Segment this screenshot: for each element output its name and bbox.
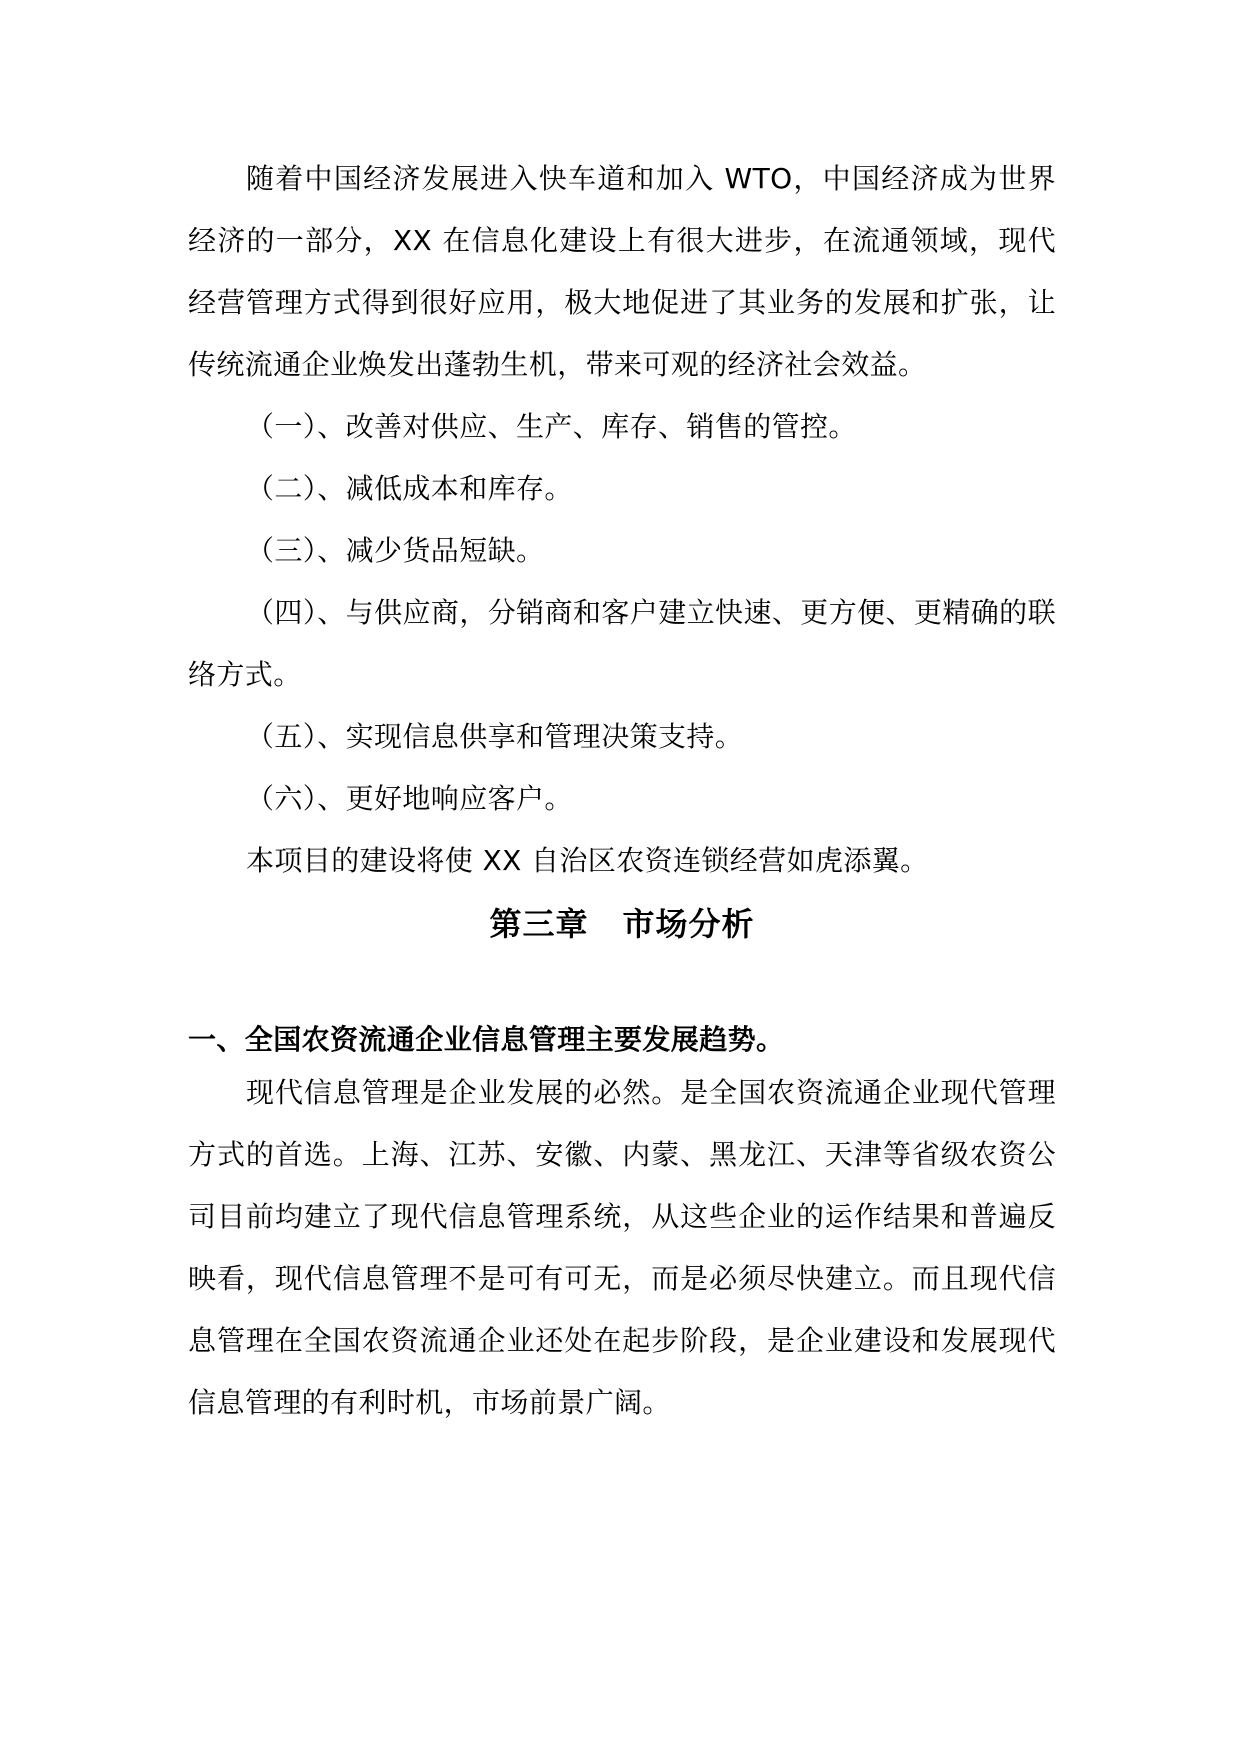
section-body <box>188 1062 1056 1434</box>
section-heading: 一、全国农资流通企业信息管理主要发展趋势。 <box>188 1023 785 1056</box>
benefit-item-1: （一）、改善对供应、生产、库存、销售的管控。 <box>246 410 857 443</box>
chapter-title <box>188 902 1056 946</box>
closing-paragraph: 本项目的建设将使 XX 自治区农资连锁经营如虎添翼。 <box>246 844 929 877</box>
chapter-number: 第三章 <box>489 905 589 943</box>
intro-paragraph: 随着中国经济发展进入快车道和加入 WTO，中国经济成为世界经济的一部分，XX 在信息化建设上有很大进步，在流通领域，现代经营管理方式得到很好应用，极大地促进了其业务的发展和扩张，让传统流通企业焕发出蓬勃生机，带来可观的经济社会效益。 <box>188 162 1056 381</box>
benefit-item-3: （三）、减少货品短缺。 <box>246 534 545 567</box>
benefit-item-2: （二）、减低成本和库存。 <box>246 472 573 505</box>
chapter-name: 市场分析 <box>622 905 755 943</box>
benefit-item-5: （五）、实现信息供享和管理决策支持。 <box>246 720 744 753</box>
benefit-item-6: （六）、更好地响应客户。 <box>246 782 573 815</box>
intro-section <box>188 148 1056 892</box>
benefit-item-4: （四）、与供应商，分销商和客户建立快速、更方便、更精确的联络方式。 <box>188 596 1056 691</box>
section-paragraph: 现代信息管理是企业发展的必然。是全国农资流通企业现代管理方式的首选。上海、江苏、安徽、内蒙、黑龙江、天津等省级农资公司目前均建立了现代信息管理系统，从这些企业的运作结果和普遍反映看，现代信息管理不是可有可无，而是必须尽快建立。而且现代信息管理在全国农资流通企业还处在起步阶段，是企业建设和发展现代信息管理的有利时机，市场前景广阔。 <box>188 1076 1056 1419</box>
